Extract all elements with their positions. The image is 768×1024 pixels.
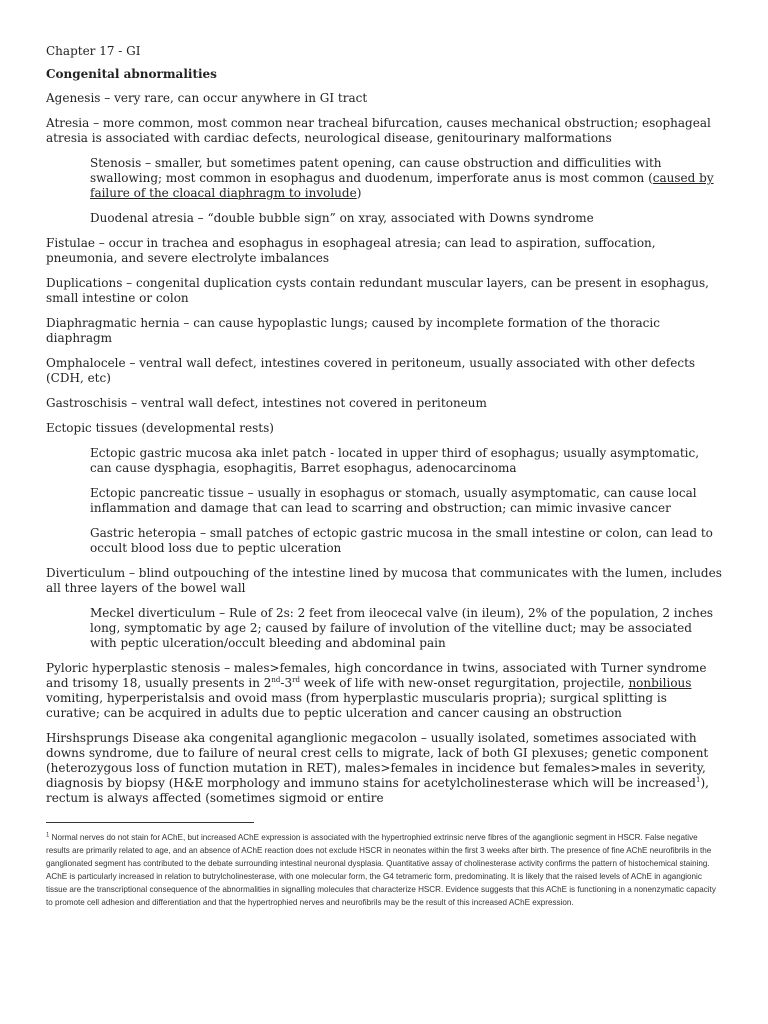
diaphragmatic-hernia-paragraph: Diaphragmatic hernia – can cause hypoplastic lungs; caused by incomplete formation of the thoracic diaphragm — [46, 316, 660, 345]
fistulae-paragraph: Fistulae – occur in trachea and esophagus in esophageal atresia; can lead to aspiration, suffocation, pneumonia, and severe electrolyte imbalances — [46, 236, 656, 265]
footnote — [46, 832, 722, 909]
pyloric-text-3: week of life with new-onset regurgitation, projectile, — [299, 676, 629, 690]
pyloric-text-1: Pyloric hyperplastic stenosis – males>females, high concordance in twins, associated with Turner syndrome and trisomy 18, usually presents in 2 — [46, 661, 707, 690]
superscript-nd: nd — [271, 676, 281, 684]
pyloric-text-4: vomiting, hyperperistalsis and ovoid mass (from hyperplastic muscularis propria); surgical splitting is curative; can be acquired in adults due to peptic ulceration and cancer causing an obstruction — [46, 691, 667, 720]
duodenal-atresia-paragraph: Duodenal atresia – “double bubble sign” on xray, associated with Downs syndrome — [90, 211, 594, 225]
stenosis-underlined-text: caused by failure of the cloacal diaphragm to involude — [90, 171, 714, 200]
section-title: Congenital abnormalities — [46, 67, 217, 81]
gastric-heteropia-paragraph: Gastric heteropia – small patches of ectopic gastric mucosa in the small intestine or colon, can lead to occult blood loss due to peptic ulceration — [90, 526, 713, 555]
ectopic-tissues-paragraph: Ectopic tissues (developmental rests) — [46, 421, 274, 435]
stenosis-text: Stenosis – smaller, but sometimes patent opening, can cause obstruction and difficulities with swallowing; most common in esophagus and duodenum, imperforate anus is most common ( — [90, 156, 662, 185]
meckel-paragraph: Meckel diverticulum – Rule of 2s: 2 feet from ileocecal valve (in ileum), 2% of the population, 2 inches long, symptomatic by age 2; caused by failure of involution of the vitelline duct; may be associated with peptic ulceration/occult bleeding and abdominal pain — [90, 606, 714, 650]
ectopic-pancreatic-paragraph: Ectopic pancreatic tissue – usually in esophagus or stomach, usually asymptomatic, can cause local inflammation and damage that can lead to scarring and obstruction; can mimic invasive cancer — [90, 486, 697, 515]
footnote-marker: 1 — [46, 832, 50, 839]
duplications-paragraph: Duplications – congenital duplication cysts contain redundant muscular layers, can be present in esophagus, small intestine or colon — [46, 276, 709, 305]
footnote-text: Normal nerves do not stain for AChE, but increased AChE expression is associated with the hypertrophied extrinsic nerve fibres of the aganglionic segment in HSCR. False negative results are primarily related to age, and an absence of AChE reaction does not exclude HSCR in neonates within the first 3 weeks after birth. The presence of fine AChE neurofibrils in the ganglionated segment has contributed to the debate surrounding intestinal neuronal dysplasia. Quantitative assay of cholinesterase activity confirms the pattern of histochemical staining. AChE is particularly increased in relation to butrylcholinesterase, with one molecular form, the G4 tetrameric form, predominating. It is likely that the raised levels of AChE in agangionic tissue are the transcriptional consequence of the abnormalities in signalling molecules that characterize HSCR. Evidence suggests that this AChE is functioning in a nonenzymatic capacity to promote cell adhesion and differentiation and that the hypertrophied nerves and neurofibrils may be the result of this increased AChE expression. — [46, 833, 716, 907]
footnote-reference[interactable]: 1 — [695, 776, 701, 784]
superscript-rd: rd — [292, 676, 300, 684]
gastroschisis-paragraph: Gastroschisis – ventral wall defect, intestines not covered in peritoneum — [46, 396, 487, 410]
diverticulum-paragraph: Diverticulum – blind outpouching of the intestine lined by mucosa that communicates with the lumen, includes all three layers of the bowel wall — [46, 566, 722, 595]
hirschsprung-paragraph — [46, 731, 722, 806]
ectopic-gastric-paragraph: Ectopic gastric mucosa aka inlet patch - located in upper third of esophagus; usually asymptomatic, can cause dysphagia, esophagitis, Barret esophagus, adenocarcinoma — [90, 446, 700, 475]
footnote-divider — [46, 822, 254, 823]
hirschsprung-text-end: ), rectum is always affected (sometimes sigmoid or entire — [46, 776, 709, 805]
stenosis-close: ) — [356, 186, 362, 200]
stenosis-paragraph — [90, 156, 722, 201]
pyloric-text-2: -3 — [280, 676, 293, 690]
atresia-paragraph: Atresia – more common, most common near tracheal bifurcation, causes mechanical obstruction; esophageal atresia is associated with cardiac defects, neurological disease, genitourinary malformations — [46, 116, 711, 145]
omphalocele-paragraph: Omphalocele – ventral wall defect, intestines covered in peritoneum, usually associated with other defects (CDH, etc) — [46, 356, 696, 385]
nonbilious-underlined: nonbilious — [628, 676, 692, 690]
pyloric-stenosis-paragraph — [46, 661, 722, 721]
hirschsprung-text: Hirshsprungs Disease aka congenital aganglionic megacolon – usually isolated, sometimes associated with downs syndrome, due to failure of neural crest cells to migrate, lack of both GI plexuses; genetic component (heterozygous loss of function mutation in RET), males>females in incidence but females>males in severity, diagnosis by biopsy (H&E morphology and immuno stains for acetylcholinesterase which will be increased — [46, 731, 709, 790]
chapter-title: Chapter 17 - GI — [46, 44, 141, 58]
agenesis-paragraph: Agenesis – very rare, can occur anywhere in GI tract — [46, 91, 368, 105]
